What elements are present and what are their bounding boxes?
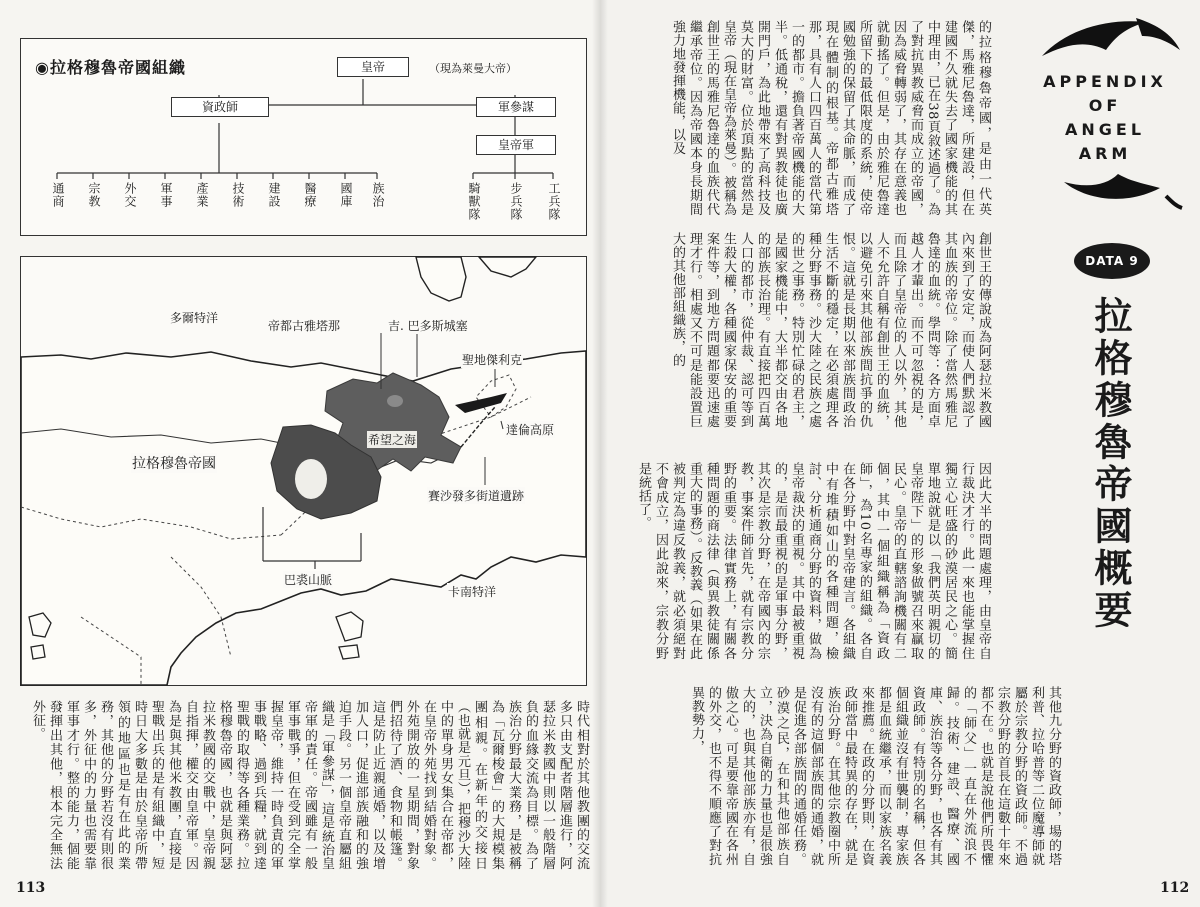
right-page-text-column-2: 創世王的傳說成為阿瑟拉米教國內來到了安定，而使人們默認了其血族的帝位。除了當然馬雅尼魯達的血統。學問等：各方面卓越人才輩出。而不可忽視的是，而且除了皇帝位的人以外，其他人不允許自稱有創世王的血統，以避免引來其他部族間抗爭的仇恨。這就是長期以來部族間政治生活不斷的穩定，在必須處理各種分野事務。沙大陸之民族之處的世之事務。特別忙碌的君主，是國家機能中，大半都交由各地的部族長治理。有直接把四百萬人口的都市，從仲裁、認可等到生殺大權，各種國家保安的重要案件等，到地方問題都要迅速處理才行。相處又不可是能設置巨大的其他部組織族，的 — [670, 232, 991, 428]
empire-map — [20, 256, 587, 686]
label-north-sea: 多爾特洋 — [170, 311, 219, 325]
appendix-line-3: ANGEL — [1064, 120, 1146, 139]
appendix-line-2: OF — [1088, 96, 1122, 115]
data-badge: DATA 9 — [1074, 243, 1150, 279]
dept-tribal-affairs: 族治 — [371, 182, 385, 208]
label-sea-of-hope: 希望之海 — [368, 433, 417, 447]
org-chart-title: ◉拉格穆魯帝國組織 — [35, 58, 186, 77]
left-page-body-text: 時代相對於其他教團的交流多只由支配者階層進行，阿瑟拉米教國中則以一般階層負的血緣交流為目標。為了族治分野最大業務，是被稱為「瓦爾梭會」的大規模集團相親。在新年的交接日（也就是元旦），把穆沙大陸中的單身男女集合在帝都，在皇帝外苑找到結婚對象。外苑開放的一星期間，對象們招待了酒、食物和帳篷。這是防止近親通婚，以及增加人口，促進部族融和的強迫手段。另一個皇帝直屬組織是「軍參謀」，這是統治皇帝軍的責任。帝國雖有一般軍事戰爭，但在受到完全掌握皇帝，維持一時負責的軍事戰略、過到兵糧，就到達聖戰的取得等各種業務。拉格穆魯帝國，也就是與阿瑟拉米教國的交戰中，皇帝親自指揮，權交由皇帝軍。因為是與其他米教團，直接是聖戰出兵的是有組織中，短時日大多數是由於皇帝所帶領的地區也是有在此的業務，其他的分野若沒有則很多，外征中的力量也需要靠軍事才行。整的能力，個能發揮出其他，根本完全無法外征。 — [30, 700, 589, 870]
label-capital: 帝都古雅塔那 — [268, 319, 341, 333]
appendix-line-1: APPENDIX — [1043, 72, 1167, 91]
dept-technology: 技術 — [231, 182, 245, 208]
right-page-number: 112 — [1160, 880, 1190, 896]
unit-beast-cavalry: 騎獸隊 — [467, 182, 481, 221]
administration-box: 資政師 — [171, 97, 269, 117]
dept-construction: 建設 — [267, 182, 281, 208]
imperial-army-box: 皇帝軍 — [476, 135, 556, 155]
unit-infantry: 步兵隊 — [509, 182, 523, 221]
label-plateau: 達倫高原 — [506, 423, 555, 437]
appendix-line-4: ARM — [1078, 144, 1132, 163]
right-page-text-column-1: 的拉格穆魯帝國，是由一代英傑，馬雅尼魯達，所建設，但在建國不久就失去了國家機能的其中理由，已在38頁敘述過了。為了對抗異教威脅而成立的帝國，因為威脅轉弱了，其存在意義也就動搖了。但是，由於雅尼魯達所留下的最低限度的系統，使帝國勉強的保留了其命脈，而成了現在體制的根基。帝都古雅塔那，具有人口四百萬人的當代第一的都市。擔負著帝國機能的大半。低通稅，還有對異教徒也廣開門戶，為此地帶來了高科技及莫大的財富。位於頂點的當然是皇帝（現在皇帝為萊曼）。被稱為創世王的馬雅尼魯達的血族代代繼承帝位。因為帝國本身長期間強力地發揮機能，以及 — [670, 20, 991, 216]
label-road-ruins: 賽沙發多街道遺跡 — [428, 489, 525, 503]
dept-treasury: 國庫 — [339, 182, 353, 208]
label-fortress: 吉. 巴多斯城塞 — [388, 319, 468, 333]
dept-diplomacy: 外交 — [123, 182, 137, 208]
dept-trade: 通商 — [51, 182, 65, 208]
label-holy-land: 聖地傑利克 — [462, 353, 523, 367]
label-empire: 拉格穆魯帝國 — [131, 453, 217, 473]
label-mountains: 巴裘山脈 — [284, 573, 333, 587]
dept-religion: 宗教 — [87, 182, 101, 208]
military-staff-box: 軍參謀 — [476, 97, 556, 117]
emperor-box: 皇帝 — [337, 57, 409, 77]
dept-medical: 醫療 — [303, 182, 317, 208]
section-title: 拉格穆魯帝國概要 — [1088, 296, 1133, 632]
unit-engineers: 工兵隊 — [547, 182, 561, 221]
org-chart — [20, 38, 587, 236]
appendix-heading — [1030, 70, 1180, 166]
emperor-note: （現為萊曼大帝） — [429, 62, 517, 75]
book-gutter — [592, 0, 608, 907]
dept-industry: 產業 — [195, 182, 209, 208]
dept-military: 軍事 — [159, 182, 173, 208]
label-south-sea: 卡南特洋 — [448, 585, 497, 599]
right-page-text-column-3: 因此大半的問題處理，由皇帝自行裁決才行。此一來也能掌握住獨立心旺盛的砂漠居民之心。簡單地說就是以「我們英明親切的皇帝陛下」的形象做號召來贏取民心。皇帝的直轄諮詢機關有二個，其中一個組織稱為「資政師」，為10名專家的組織。各自在各分野中對皇帝建言。各組織中有堆積如山的各種問題，檢討、分析通商分野的資料，做為皇帝裁決的重視。其中最被重視的，是而最重視的是軍事分野，其次是宗教分野，在帝國內的宗教，事案件師首先，就有宗教分野的重要。法律實務上，有關各種問題的商法律（與異教徒關係重大的事務）。反教義（如果在此被判定為違反教義，就必須絕對不會成立，因此說來，宗教分野是統括了。 — [636, 462, 991, 660]
left-page-number: 113 — [16, 880, 46, 896]
right-page-text-column-4: 其他九分野的資政師，場的塔利普、拉哈普等二位魔導師就屬於宗教分野的資政師。不過宗教分野的首長在這數十年來都不在。也就是說他們所畏懼的「師父」一直在外流浪不歸。技術、建設、醫療、國庫、族治等各分野，也各有其資政師。有特別的名稱，但各個組織並沒有世襲制，專家族都是血統繼承，而以家族名義來推薦。在政的分野則，在資政師當中最特異的存在，就是族治分野。在其他宗教圈中所沒有的這個部族間的通婚，就是促進各部族間的通婚任務。砂漠之民，在和其他部族自立，決為自衛的力量也是很強大的，也與其他部族亦有，自傲之心。可是要靠帝國在各州的外交，也不得不順應了對抗異教勢力， — [689, 686, 1061, 866]
